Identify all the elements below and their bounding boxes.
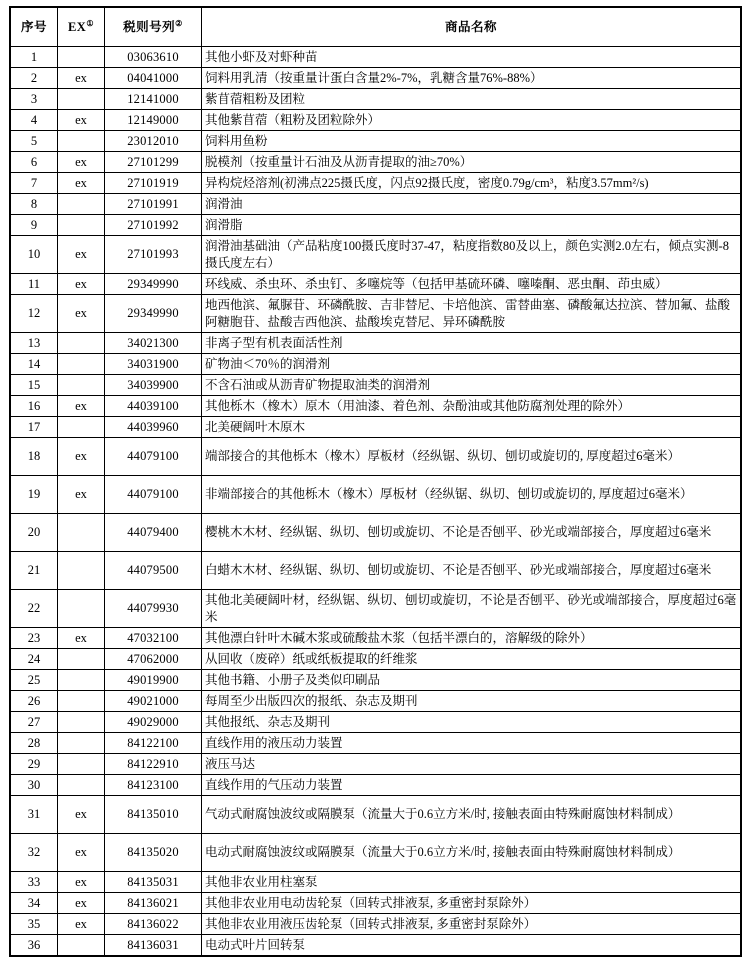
cell-tariff-code: 84136022 (105, 914, 202, 935)
cell-commodity-name: 非离子型有机表面活性剂 (202, 333, 742, 354)
cell-sequence-number: 29 (10, 754, 58, 775)
cell-sequence-number: 24 (10, 649, 58, 670)
cell-ex-marker: ex (58, 110, 105, 131)
cell-sequence-number: 35 (10, 914, 58, 935)
cell-ex-marker: ex (58, 274, 105, 295)
cell-tariff-code: 84135010 (105, 796, 202, 834)
cell-tariff-code: 44079100 (105, 476, 202, 514)
cell-ex-marker (58, 935, 105, 956)
cell-ex-marker: ex (58, 893, 105, 914)
cell-tariff-code: 44079500 (105, 552, 202, 590)
column-header-commodity-name-label: 商品名称 (444, 19, 497, 34)
cell-commodity-name: 润滑油 (202, 194, 742, 215)
cell-tariff-code: 34021300 (105, 333, 202, 354)
cell-commodity-name: 气动式耐腐蚀波纹或隔膜泵（流量大于0.6立方米/时, 接触表面由特殊耐腐蚀材料制成） (202, 796, 742, 834)
cell-commodity-name: 饲料用鱼粉 (202, 131, 742, 152)
table-row (10, 375, 741, 396)
table-row (10, 514, 741, 552)
table-row (10, 796, 741, 834)
tariff-commodity-table (9, 6, 742, 957)
cell-sequence-number: 20 (10, 514, 58, 552)
table-row (10, 47, 741, 68)
table-header (10, 7, 741, 47)
table-row (10, 590, 741, 628)
cell-tariff-code: 44079100 (105, 438, 202, 476)
column-header-tariff-code-marker: ② (175, 18, 183, 28)
cell-sequence-number: 15 (10, 375, 58, 396)
cell-commodity-name: 其他紫苜蓿（粗粉及团粒除外） (202, 110, 742, 131)
table-row (10, 110, 741, 131)
cell-sequence-number: 22 (10, 590, 58, 628)
cell-ex-marker (58, 333, 105, 354)
table-row (10, 295, 741, 333)
cell-tariff-code: 84122910 (105, 754, 202, 775)
cell-sequence-number: 32 (10, 834, 58, 872)
cell-commodity-name: 其他非农业用液压齿轮泵（回转式排液泵, 多重密封泵除外） (202, 914, 742, 935)
cell-tariff-code: 84135031 (105, 872, 202, 893)
cell-commodity-name: 润滑脂 (202, 215, 742, 236)
table-row (10, 754, 741, 775)
cell-sequence-number: 14 (10, 354, 58, 375)
cell-tariff-code: 47032100 (105, 628, 202, 649)
cell-commodity-name: 饲料用乳清（按重量计蛋白含量2%-7%，乳糖含量76%-88%） (202, 68, 742, 89)
cell-sequence-number: 30 (10, 775, 58, 796)
cell-sequence-number: 6 (10, 152, 58, 173)
table-row (10, 236, 741, 274)
cell-commodity-name: 每周至少出版四次的报纸、杂志及期刊 (202, 691, 742, 712)
table-row (10, 893, 741, 914)
cell-commodity-name: 白蜡木木材、经纵锯、纵切、刨切或旋切、不论是否刨平、砂光或端部接合，厚度超过6毫米 (202, 552, 742, 590)
cell-tariff-code: 27101992 (105, 215, 202, 236)
table-row (10, 89, 741, 110)
cell-tariff-code: 03063610 (105, 47, 202, 68)
cell-ex-marker: ex (58, 396, 105, 417)
cell-sequence-number: 19 (10, 476, 58, 514)
cell-commodity-name: 润滑油基础油（产品粘度100摄氏度时37-47，粘度指数80及以上，颜色实测2.0左右，倾点实测-8摄氏度左右） (202, 236, 742, 274)
cell-ex-marker (58, 775, 105, 796)
cell-tariff-code: 12141000 (105, 89, 202, 110)
cell-sequence-number: 5 (10, 131, 58, 152)
cell-ex-marker: ex (58, 628, 105, 649)
table-row (10, 712, 741, 733)
cell-ex-marker: ex (58, 872, 105, 893)
cell-commodity-name: 脱模剂（按重量计石油及从沥青提取的油≥70%） (202, 152, 742, 173)
cell-sequence-number: 8 (10, 194, 58, 215)
cell-commodity-name: 紫苜蓿粗粉及团粒 (202, 89, 742, 110)
cell-sequence-number: 12 (10, 295, 58, 333)
cell-ex-marker (58, 754, 105, 775)
cell-sequence-number: 9 (10, 215, 58, 236)
cell-sequence-number: 34 (10, 893, 58, 914)
cell-tariff-code: 84136031 (105, 935, 202, 956)
cell-tariff-code: 44039960 (105, 417, 202, 438)
table-row (10, 274, 741, 295)
cell-tariff-code: 04041000 (105, 68, 202, 89)
cell-commodity-name: 樱桃木木材、经纵锯、纵切、刨切或旋切、不论是否刨平、砂光或端部接合，厚度超过6毫米 (202, 514, 742, 552)
cell-commodity-name: 其他漂白针叶木碱木浆或硫酸盐木浆（包括半漂白的，溶解级的除外） (202, 628, 742, 649)
cell-ex-marker: ex (58, 173, 105, 194)
cell-sequence-number: 3 (10, 89, 58, 110)
cell-tariff-code: 27101919 (105, 173, 202, 194)
cell-commodity-name: 电动式叶片回转泵 (202, 935, 742, 956)
table-row (10, 775, 741, 796)
cell-tariff-code: 49021000 (105, 691, 202, 712)
table-row (10, 194, 741, 215)
column-header-tariff-code (105, 7, 202, 47)
cell-sequence-number: 33 (10, 872, 58, 893)
cell-sequence-number: 26 (10, 691, 58, 712)
table-row (10, 670, 741, 691)
cell-tariff-code: 44079930 (105, 590, 202, 628)
cell-sequence-number: 10 (10, 236, 58, 274)
cell-ex-marker (58, 712, 105, 733)
cell-ex-marker: ex (58, 834, 105, 872)
cell-commodity-name: 其他栎木（橡木）原木（用油漆、着色剂、杂酚油或其他防腐剂处理的除外） (202, 396, 742, 417)
cell-ex-marker (58, 375, 105, 396)
table-row (10, 417, 741, 438)
cell-ex-marker (58, 417, 105, 438)
cell-tariff-code: 84135020 (105, 834, 202, 872)
table-row (10, 834, 741, 872)
table-row (10, 649, 741, 670)
cell-sequence-number: 23 (10, 628, 58, 649)
cell-sequence-number: 31 (10, 796, 58, 834)
table-body (10, 47, 741, 956)
cell-sequence-number: 17 (10, 417, 58, 438)
table-row (10, 733, 741, 754)
cell-sequence-number: 18 (10, 438, 58, 476)
table-row (10, 152, 741, 173)
cell-tariff-code: 29349990 (105, 274, 202, 295)
table-row (10, 173, 741, 194)
cell-ex-marker: ex (58, 295, 105, 333)
cell-tariff-code: 27101299 (105, 152, 202, 173)
cell-commodity-name: 其他非农业用电动齿轮泵（回转式排液泵, 多重密封泵除外） (202, 893, 742, 914)
cell-ex-marker (58, 649, 105, 670)
cell-ex-marker (58, 215, 105, 236)
table-row (10, 935, 741, 956)
cell-ex-marker: ex (58, 68, 105, 89)
cell-ex-marker: ex (58, 796, 105, 834)
cell-tariff-code: 23012010 (105, 131, 202, 152)
table-row (10, 552, 741, 590)
cell-sequence-number: 11 (10, 274, 58, 295)
cell-sequence-number: 28 (10, 733, 58, 754)
cell-commodity-name: 地西他滨、氟脲苷、环磷酰胺、吉非替尼、卡培他滨、雷替曲塞、磷酸氟达拉滨、替加氟、盐酸阿糖胞苷、盐酸吉西他滨、盐酸埃克替尼、异环磷酰胺 (202, 295, 742, 333)
column-header-ex-marker: ① (86, 18, 95, 28)
cell-ex-marker (58, 670, 105, 691)
cell-ex-marker: ex (58, 438, 105, 476)
cell-tariff-code: 49029000 (105, 712, 202, 733)
cell-commodity-name: 矿物油＜70％的润滑剂 (202, 354, 742, 375)
cell-ex-marker (58, 552, 105, 590)
table-row (10, 68, 741, 89)
cell-sequence-number: 2 (10, 68, 58, 89)
table-row (10, 396, 741, 417)
cell-sequence-number: 13 (10, 333, 58, 354)
table-row (10, 215, 741, 236)
cell-commodity-name: 非端部接合的其他栎木（橡木）厚板材（经纵锯、纵切、刨切或旋切的, 厚度超过6毫米） (202, 476, 742, 514)
cell-tariff-code: 44079400 (105, 514, 202, 552)
table-row (10, 476, 741, 514)
cell-tariff-code: 84136021 (105, 893, 202, 914)
cell-tariff-code: 34031900 (105, 354, 202, 375)
cell-tariff-code: 34039900 (105, 375, 202, 396)
cell-tariff-code: 84123100 (105, 775, 202, 796)
table-row (10, 914, 741, 935)
cell-ex-marker (58, 590, 105, 628)
cell-tariff-code: 12149000 (105, 110, 202, 131)
cell-tariff-code: 44039100 (105, 396, 202, 417)
table-row (10, 354, 741, 375)
cell-commodity-name: 其他报纸、杂志及期刊 (202, 712, 742, 733)
cell-commodity-name: 端部接合的其他栎木（橡木）厚板材（经纵锯、纵切、刨切或旋切的, 厚度超过6毫米） (202, 438, 742, 476)
cell-ex-marker (58, 194, 105, 215)
cell-commodity-name: 其他小虾及对虾种苗 (202, 47, 742, 68)
column-header-commodity-name (202, 7, 742, 47)
cell-commodity-name: 其他北美硬阔叶材，经纵锯、纵切、刨切或旋切，不论是否刨平、砂光或端部接合，厚度超过6毫米 (202, 590, 742, 628)
table-row (10, 333, 741, 354)
cell-commodity-name: 其他书籍、小册子及类似印刷品 (202, 670, 742, 691)
cell-ex-marker (58, 47, 105, 68)
cell-ex-marker (58, 691, 105, 712)
cell-commodity-name: 从回收（废碎）纸或纸板提取的纤维浆 (202, 649, 742, 670)
column-header-ex (58, 7, 105, 47)
cell-ex-marker (58, 89, 105, 110)
cell-sequence-number: 21 (10, 552, 58, 590)
cell-tariff-code: 29349990 (105, 295, 202, 333)
cell-tariff-code: 49019900 (105, 670, 202, 691)
table-row (10, 628, 741, 649)
cell-commodity-name: 其他非农业用柱塞泵 (202, 872, 742, 893)
table-row (10, 872, 741, 893)
cell-ex-marker (58, 354, 105, 375)
cell-ex-marker (58, 514, 105, 552)
column-header-tariff-code-label: 税则号列 (123, 19, 176, 34)
table-row (10, 438, 741, 476)
column-header-sequence-number (10, 7, 58, 47)
cell-ex-marker (58, 131, 105, 152)
cell-tariff-code: 47062000 (105, 649, 202, 670)
table-header-row (10, 7, 741, 47)
cell-sequence-number: 1 (10, 47, 58, 68)
cell-sequence-number: 25 (10, 670, 58, 691)
cell-commodity-name: 不含石油或从沥青矿物提取油类的润滑剂 (202, 375, 742, 396)
cell-commodity-name: 环线威、杀虫环、杀虫钉、多噻烷等（包括甲基硫环磷、噻嗪酮、恶虫酮、茚虫威） (202, 274, 742, 295)
cell-sequence-number: 16 (10, 396, 58, 417)
cell-sequence-number: 36 (10, 935, 58, 956)
cell-ex-marker: ex (58, 476, 105, 514)
cell-commodity-name: 液压马达 (202, 754, 742, 775)
cell-commodity-name: 电动式耐腐蚀波纹或隔膜泵（流量大于0.6立方米/时, 接触表面由特殊耐腐蚀材料制成） (202, 834, 742, 872)
cell-ex-marker (58, 733, 105, 754)
cell-commodity-name: 直线作用的液压动力装置 (202, 733, 742, 754)
cell-tariff-code: 27101993 (105, 236, 202, 274)
column-header-ex-label: EX (67, 19, 87, 34)
cell-ex-marker: ex (58, 152, 105, 173)
cell-commodity-name: 直线作用的气压动力装置 (202, 775, 742, 796)
cell-sequence-number: 4 (10, 110, 58, 131)
cell-tariff-code: 84122100 (105, 733, 202, 754)
cell-sequence-number: 7 (10, 173, 58, 194)
cell-ex-marker: ex (58, 914, 105, 935)
cell-commodity-name: 异构烷烃溶剂(初沸点225摄氏度，闪点92摄氏度，密度0.79g/cm³，粘度3.57mm²/s) (202, 173, 742, 194)
column-header-sequence-number-label: 序号 (20, 19, 47, 34)
cell-sequence-number: 27 (10, 712, 58, 733)
cell-commodity-name: 北美硬阔叶木原木 (202, 417, 742, 438)
cell-tariff-code: 27101991 (105, 194, 202, 215)
table-row (10, 131, 741, 152)
cell-ex-marker: ex (58, 236, 105, 274)
table-row (10, 691, 741, 712)
